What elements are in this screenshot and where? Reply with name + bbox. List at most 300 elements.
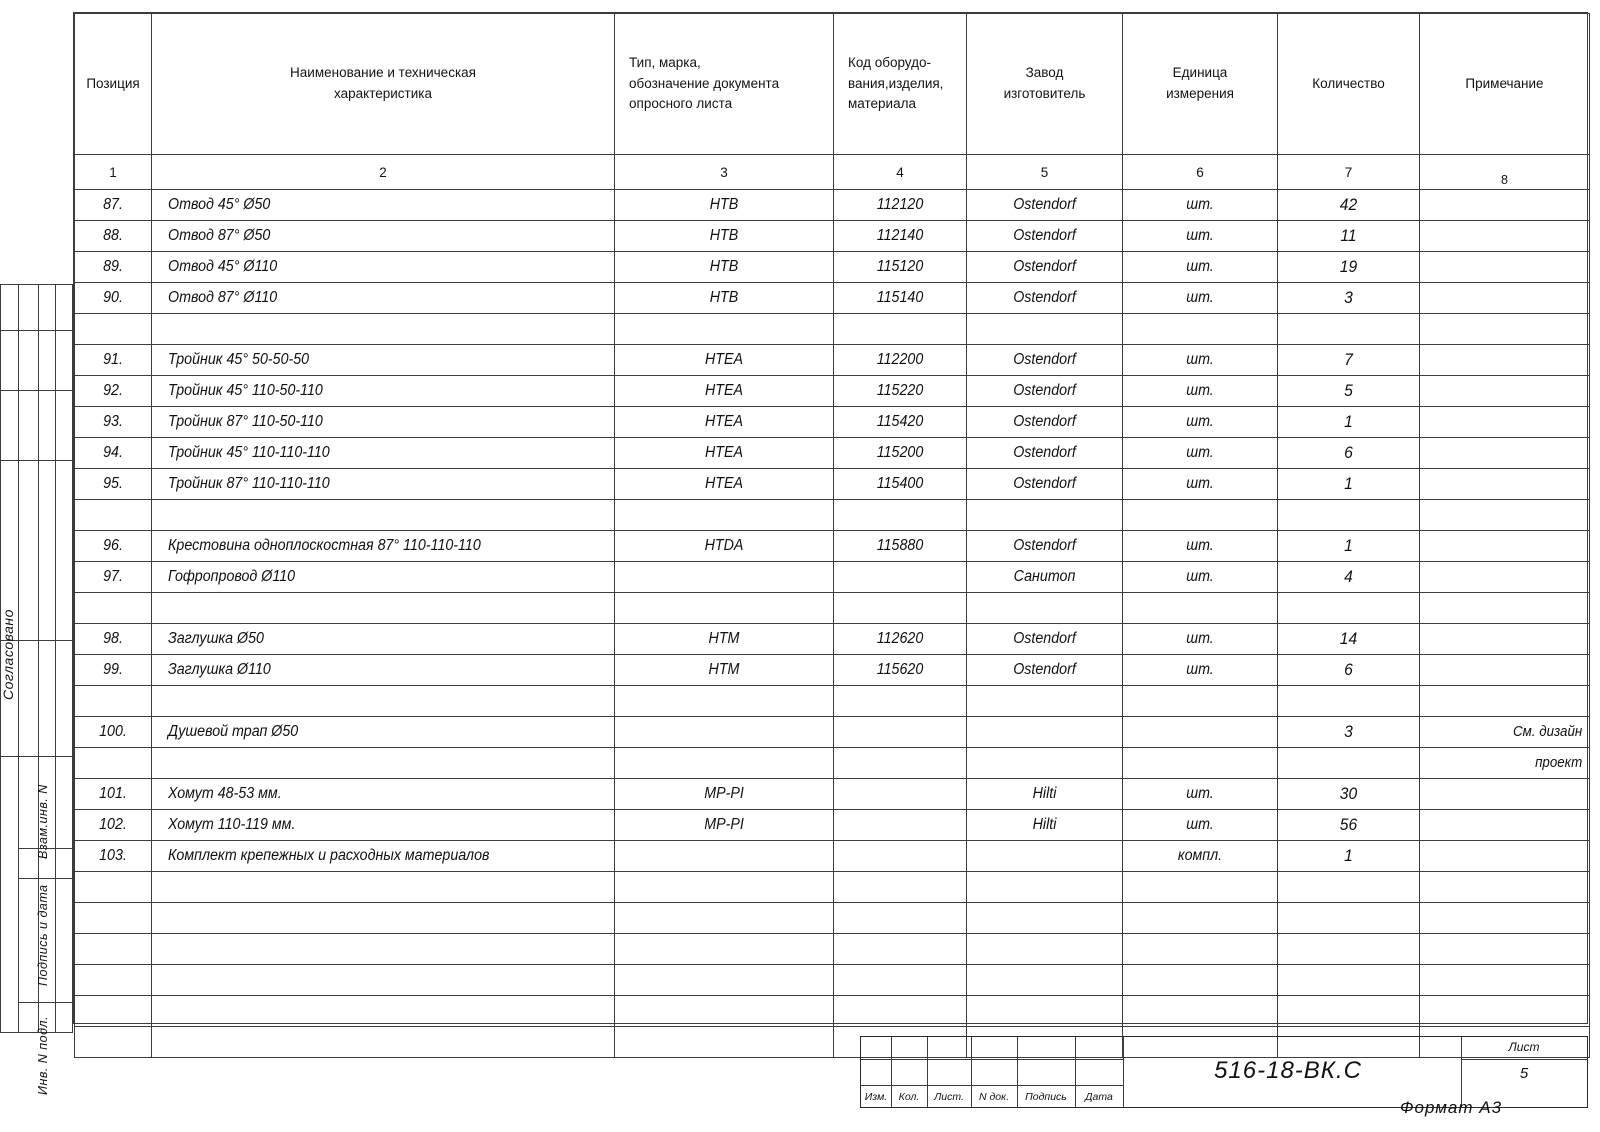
colnum-5: 5 (967, 155, 1123, 190)
cell-note (1420, 810, 1590, 841)
colnum-4: 4 (834, 155, 967, 190)
cell-maker-text: Ostendorf (1013, 475, 1076, 492)
colnum-8: 8 (1420, 155, 1590, 190)
cell-type (615, 624, 834, 655)
cell-unit-text: шт. (1186, 413, 1214, 430)
margin-label-soglasovano: Согласовано (0, 609, 16, 701)
cell-code-text: 115620 (876, 661, 924, 678)
cell-maker (967, 872, 1123, 903)
header-line: Завод (1025, 65, 1064, 81)
cell-name (152, 686, 615, 717)
cell-unit-text: шт. (1186, 568, 1214, 585)
cell-note (1420, 469, 1590, 500)
cell-name (152, 593, 615, 624)
cell-note (1420, 872, 1590, 903)
cell-position (75, 562, 152, 593)
cell-qty-text: 11 (1340, 226, 1357, 245)
cell-name (152, 407, 615, 438)
cell-unit (1123, 190, 1278, 221)
cell-unit (1123, 748, 1278, 779)
cell-maker (967, 841, 1123, 872)
header-line: Количество (1312, 75, 1385, 91)
cell-unit (1123, 531, 1278, 562)
cell-maker (967, 531, 1123, 562)
cell-type-text: MP-PI (704, 785, 744, 802)
cell-unit-text: шт. (1186, 382, 1214, 399)
cell-code-text: 115120 (876, 258, 924, 275)
cell-maker (967, 190, 1123, 221)
tb-label-podpis: Подпись (1025, 1091, 1067, 1103)
cell-code-text: 112200 (876, 351, 924, 368)
cell-unit (1123, 469, 1278, 500)
cell-type-text: HTB (709, 258, 739, 275)
table-body (75, 190, 1590, 1058)
cell-code-text: 112620 (876, 630, 924, 647)
cell-maker (967, 934, 1123, 965)
cell-note (1420, 283, 1590, 314)
cell-qty-text: 30 (1339, 784, 1358, 803)
table-row (75, 996, 1590, 1027)
cell-position (75, 500, 152, 531)
cell-maker-text: Ostendorf (1013, 444, 1076, 461)
cell-code (834, 345, 967, 376)
cell-position-text: 88. (103, 227, 123, 244)
cell-type (615, 221, 834, 252)
table-row (75, 655, 1590, 686)
cell-maker (967, 655, 1123, 686)
cell-qty-text: 1 (1344, 474, 1353, 493)
cell-unit-text: шт. (1186, 289, 1214, 306)
cell-type (615, 500, 834, 531)
cell-name-text: Комплект крепежных и расходных материалов (168, 847, 490, 864)
header-line: Код оборудо- (848, 54, 931, 70)
table-row (75, 934, 1590, 965)
table-row (75, 438, 1590, 469)
cell-name (152, 562, 615, 593)
margin-hline-f (0, 756, 73, 757)
cell-name (152, 190, 615, 221)
cell-position-text: 96. (103, 537, 123, 554)
cell-position (75, 283, 152, 314)
cell-type-text: HTDA (704, 537, 744, 554)
cell-type (615, 965, 834, 996)
cell-qty (1278, 934, 1420, 965)
cell-qty-text: 7 (1344, 350, 1353, 369)
cell-code (834, 810, 967, 841)
cell-unit-text: шт. (1186, 537, 1214, 554)
cell-position-text: 101. (99, 785, 127, 802)
cell-unit (1123, 810, 1278, 841)
cell-unit (1123, 996, 1278, 1027)
header-line: Наименование и техническая (290, 65, 476, 81)
cell-maker (967, 469, 1123, 500)
cell-name (152, 841, 615, 872)
cell-unit (1123, 655, 1278, 686)
cell-qty (1278, 438, 1420, 469)
cell-unit (1123, 376, 1278, 407)
cell-qty (1278, 221, 1420, 252)
cell-type (615, 779, 834, 810)
table-row (75, 531, 1590, 562)
cell-name (152, 779, 615, 810)
cell-qty (1278, 624, 1420, 655)
cell-qty (1278, 376, 1420, 407)
cell-note (1420, 624, 1590, 655)
cell-unit-text: шт. (1186, 816, 1214, 833)
cell-name-text: Душевой трап Ø50 (168, 723, 299, 740)
format-label: Формат А3 (1400, 1098, 1503, 1117)
cell-maker-text: Ostendorf (1013, 196, 1076, 213)
margin-hline-b (0, 330, 73, 331)
cell-unit (1123, 438, 1278, 469)
margin-hline-a (0, 284, 73, 285)
header-cell-maker (967, 14, 1123, 155)
cell-unit-text: шт. (1186, 227, 1214, 244)
cell-type (615, 903, 834, 934)
header-line: обозначение документа (629, 75, 780, 91)
header-line: Примечание (1465, 75, 1544, 91)
cell-name-text: Хомут 48-53 мм. (168, 785, 282, 802)
cell-position (75, 779, 152, 810)
margin-label-vzam-inv: Взам.инв. N (36, 784, 50, 860)
cell-code (834, 562, 967, 593)
cell-position (75, 872, 152, 903)
cell-qty (1278, 748, 1420, 779)
cell-unit (1123, 283, 1278, 314)
cell-maker (967, 562, 1123, 593)
cell-type-text: MP-PI (704, 816, 744, 833)
table-row (75, 903, 1590, 934)
cell-note (1420, 655, 1590, 686)
cell-maker-text: Ostendorf (1013, 227, 1076, 244)
cell-type-text: HTEA (704, 444, 744, 461)
cell-name (152, 1027, 615, 1058)
cell-code (834, 624, 967, 655)
cell-qty (1278, 965, 1420, 996)
cell-maker-text: Ostendorf (1013, 382, 1076, 399)
cell-name (152, 655, 615, 686)
cell-qty (1278, 283, 1420, 314)
table-row (75, 345, 1590, 376)
cell-type (615, 531, 834, 562)
cell-maker (967, 686, 1123, 717)
header-cell-position (75, 14, 152, 155)
cell-type (615, 810, 834, 841)
cell-type (615, 314, 834, 345)
cell-position (75, 252, 152, 283)
table-header-row (75, 14, 1590, 155)
cell-position-text: 89. (103, 258, 123, 275)
cell-position-text: 98. (103, 630, 123, 647)
cell-note (1420, 531, 1590, 562)
cell-position (75, 469, 152, 500)
cell-name-text: Отвод 45° Ø110 (168, 258, 278, 275)
header-cell-name (152, 14, 615, 155)
cell-position (75, 221, 152, 252)
cell-qty (1278, 717, 1420, 748)
cell-unit (1123, 779, 1278, 810)
cell-name (152, 965, 615, 996)
table-row (75, 221, 1590, 252)
cell-type-text: HTB (709, 289, 739, 306)
cell-name-text: Отвод 87° Ø110 (168, 289, 278, 306)
cell-type (615, 345, 834, 376)
table-row (75, 469, 1590, 500)
tb-label-data: Дата (1085, 1091, 1113, 1103)
cell-position (75, 314, 152, 345)
cell-name-text: Тройник 45° 50-50-50 (168, 351, 310, 368)
cell-unit (1123, 686, 1278, 717)
cell-code (834, 469, 967, 500)
cell-code (834, 748, 967, 779)
cell-code (834, 221, 967, 252)
cell-maker (967, 407, 1123, 438)
cell-unit-text: шт. (1186, 475, 1214, 492)
cell-note (1420, 779, 1590, 810)
cell-maker (967, 779, 1123, 810)
header-line: вания,изделия, (848, 75, 944, 91)
cell-name-text: Заглушка Ø110 (168, 661, 271, 678)
cell-note (1420, 748, 1590, 779)
cell-position (75, 903, 152, 934)
cell-maker-text: Ostendorf (1013, 289, 1076, 306)
cell-name (152, 996, 615, 1027)
cell-qty-text: 14 (1339, 629, 1358, 648)
cell-code-text: 112140 (876, 227, 924, 244)
cell-code-text: 115220 (876, 382, 924, 399)
cell-type (615, 283, 834, 314)
cell-type (615, 655, 834, 686)
cell-unit (1123, 965, 1278, 996)
colnum-2: 2 (152, 155, 615, 190)
cell-note (1420, 407, 1590, 438)
cell-type (615, 190, 834, 221)
cell-name-text: Тройник 87° 110-50-110 (168, 413, 323, 430)
table-row (75, 500, 1590, 531)
cell-qty (1278, 190, 1420, 221)
left-margin-stamp (0, 0, 73, 1132)
cell-name (152, 872, 615, 903)
cell-qty (1278, 686, 1420, 717)
cell-note (1420, 841, 1590, 872)
cell-note (1420, 686, 1590, 717)
cell-position (75, 655, 152, 686)
cell-name (152, 717, 615, 748)
cell-qty-text: 1 (1344, 536, 1353, 555)
cell-maker-text: Ostendorf (1013, 630, 1076, 647)
header-cell-code (834, 14, 967, 155)
header-cell-type (615, 14, 834, 155)
cell-qty (1278, 903, 1420, 934)
cell-maker (967, 903, 1123, 934)
cell-code (834, 438, 967, 469)
margin-hline-c (0, 390, 73, 391)
cell-type (615, 469, 834, 500)
cell-name (152, 934, 615, 965)
header-line: материала (848, 96, 916, 112)
table-row (75, 562, 1590, 593)
tb-label-ndok: N док. (978, 1091, 1010, 1103)
cell-qty-text: 1 (1344, 412, 1353, 431)
cell-code (834, 965, 967, 996)
cell-type (615, 376, 834, 407)
cell-position (75, 531, 152, 562)
cell-code (834, 314, 967, 345)
cell-code (834, 903, 967, 934)
cell-note (1420, 500, 1590, 531)
cell-qty (1278, 810, 1420, 841)
cell-qty (1278, 655, 1420, 686)
cell-code (834, 872, 967, 903)
cell-note-text: См. дизайн (1513, 724, 1583, 740)
margin-hline-d (0, 460, 73, 461)
header-line: Единица (1172, 65, 1228, 81)
cell-unit (1123, 314, 1278, 345)
cell-qty (1278, 996, 1420, 1027)
cell-code-text: 115140 (876, 289, 924, 306)
cell-maker-text: Ostendorf (1013, 537, 1076, 554)
cell-type (615, 996, 834, 1027)
cell-note (1420, 376, 1590, 407)
cell-unit (1123, 934, 1278, 965)
cell-maker (967, 376, 1123, 407)
cell-name (152, 283, 615, 314)
cell-position (75, 748, 152, 779)
colnum-7: 7 (1278, 155, 1420, 190)
cell-name (152, 438, 615, 469)
cell-code (834, 252, 967, 283)
cell-name-text: Заглушка Ø50 (168, 630, 264, 647)
cell-unit (1123, 841, 1278, 872)
cell-code (834, 283, 967, 314)
cell-maker (967, 500, 1123, 531)
cell-position-text: 92. (103, 382, 123, 399)
cell-name (152, 314, 615, 345)
header-cell-qty (1278, 14, 1420, 155)
cell-position (75, 593, 152, 624)
cell-type (615, 717, 834, 748)
cell-maker (967, 283, 1123, 314)
cell-note (1420, 593, 1590, 624)
tb-hline-2 (861, 1085, 1123, 1086)
table-row (75, 965, 1590, 996)
table-row (75, 314, 1590, 345)
tb-label-izm: Изм. (864, 1091, 888, 1103)
specification-table (73, 12, 1588, 1024)
cell-unit-text: шт. (1186, 258, 1214, 275)
colnum-6: 6 (1123, 155, 1278, 190)
cell-position-text: 90. (103, 289, 123, 306)
cell-unit (1123, 345, 1278, 376)
cell-maker (967, 252, 1123, 283)
cell-qty-text: 42 (1339, 195, 1358, 214)
cell-unit (1123, 500, 1278, 531)
sheet-label: Лист (1508, 1040, 1540, 1054)
cell-position-text: 99. (103, 661, 123, 678)
table-row (75, 779, 1590, 810)
cell-maker-text: Ostendorf (1013, 661, 1076, 678)
cell-position (75, 686, 152, 717)
cell-maker (967, 438, 1123, 469)
cell-name (152, 469, 615, 500)
cell-maker (967, 810, 1123, 841)
cell-code (834, 686, 967, 717)
cell-position (75, 190, 152, 221)
cell-position (75, 438, 152, 469)
cell-name (152, 376, 615, 407)
cell-type-text: HTM (708, 661, 740, 678)
cell-type (615, 841, 834, 872)
cell-name-text: Тройник 45° 110-50-110 (168, 382, 323, 399)
cell-position-text: 97. (103, 568, 123, 585)
cell-unit (1123, 624, 1278, 655)
cell-unit (1123, 903, 1278, 934)
cell-unit-text: шт. (1186, 196, 1214, 213)
cell-note (1420, 965, 1590, 996)
cell-note-text: проект (1535, 755, 1583, 771)
cell-name (152, 531, 615, 562)
cell-name-text: Тройник 45° 110-110-110 (168, 444, 330, 461)
cell-qty (1278, 407, 1420, 438)
cell-name-text: Хомут 110-119 мм. (168, 816, 296, 833)
cell-type-text: HTEA (704, 413, 744, 430)
cell-maker (967, 221, 1123, 252)
cell-note (1420, 438, 1590, 469)
cell-qty (1278, 314, 1420, 345)
margin-label-inv-n-podl: Инв. N подл. (36, 1015, 50, 1095)
table-row (75, 841, 1590, 872)
cell-type (615, 438, 834, 469)
cell-note (1420, 903, 1590, 934)
cell-maker (967, 624, 1123, 655)
table-row (75, 810, 1590, 841)
cell-type (615, 1027, 834, 1058)
cell-position-text: 95. (103, 475, 123, 492)
cell-qty (1278, 779, 1420, 810)
cell-name-text: Гофропровод Ø110 (168, 568, 296, 585)
cell-name (152, 500, 615, 531)
cell-unit (1123, 252, 1278, 283)
spec-table-grid (74, 13, 1590, 1058)
cell-type-text: HTEA (704, 382, 744, 399)
cell-maker-text: Ostendorf (1013, 258, 1076, 275)
cell-position-text: 91. (103, 351, 123, 368)
table-row (75, 283, 1590, 314)
cell-qty (1278, 345, 1420, 376)
table-row (75, 252, 1590, 283)
cell-type-text: HTB (709, 196, 739, 213)
cell-qty-text: 5 (1344, 381, 1353, 400)
cell-code-text: 115880 (876, 537, 924, 554)
header-line: измерения (1166, 86, 1234, 101)
table-row (75, 593, 1590, 624)
cell-type (615, 407, 834, 438)
cell-code (834, 376, 967, 407)
tb-hline-sheet (1461, 1059, 1588, 1060)
cell-position-text: 100. (99, 723, 127, 740)
cell-code-text: 115200 (876, 444, 924, 461)
cell-position (75, 407, 152, 438)
table-row (75, 376, 1590, 407)
sheet-number: 5 (1519, 1065, 1529, 1082)
cell-name (152, 345, 615, 376)
table-row (75, 686, 1590, 717)
cell-name-text: Отвод 87° Ø50 (168, 227, 271, 244)
cell-code (834, 190, 967, 221)
cell-unit (1123, 717, 1278, 748)
cell-maker-text: Hilti (1032, 816, 1057, 833)
cell-code (834, 500, 967, 531)
